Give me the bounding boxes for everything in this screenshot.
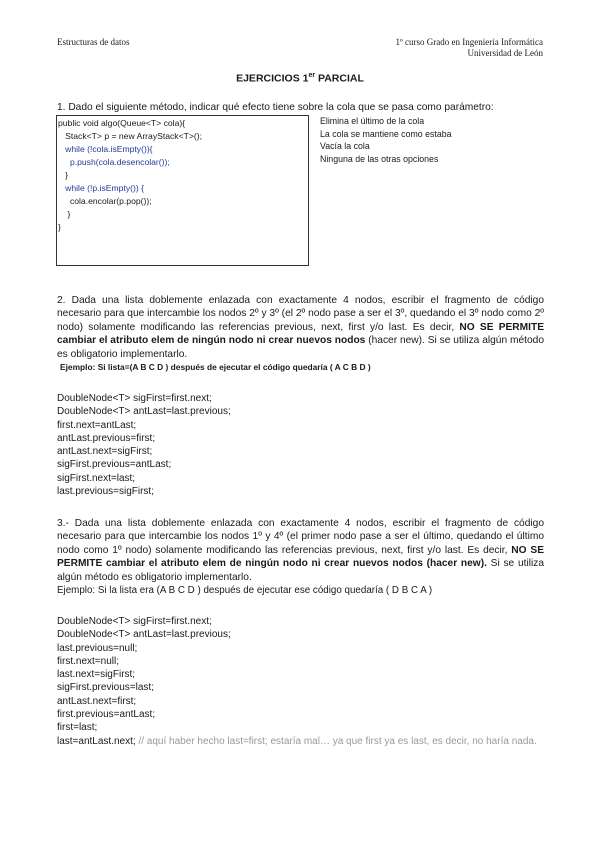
header-institution: [396, 37, 543, 59]
option-item: La cola se mantiene como estaba: [320, 128, 452, 139]
question-3-answer-code: [57, 615, 544, 748]
option-item: Elimina el último de la cola: [320, 116, 425, 126]
question-2-answer-code: [57, 392, 231, 498]
code-line: DoubleNode<T> sigFirst=first.next;: [57, 616, 212, 627]
question-2: [57, 294, 544, 374]
question-1-text: 1. Dado el siguiente método, indicar qué efecto tiene sobre la cola que se pasa como parámetro:: [57, 102, 494, 113]
code-line: }: [58, 170, 69, 180]
question-1-options: [320, 115, 452, 165]
code-line: antLast.next=first;: [57, 695, 137, 707]
header-degree: 1º curso Grado en Ingeniería Informática: [395, 37, 543, 47]
code-line: public void algo(Queue<T> cola){: [58, 118, 186, 128]
title-main: EJERCICIOS 1: [236, 72, 309, 85]
code-line: sigFirst.next=last;: [57, 472, 136, 484]
code-line: sigFirst.previous=last;: [57, 682, 154, 694]
code-line: p.push(cola.desencolar());: [58, 157, 170, 167]
code-comment: // aquí haber hecho last=first; estaría mal… ya que first ya es last, es decir, no haría nada.: [138, 735, 537, 747]
code-line: DoubleNode<T> sigFirst=first.next;: [57, 393, 212, 404]
question-3-after: Si se utiliza algún método es obligatorio implementarlo.: [57, 558, 544, 583]
code-line: last.previous=sigFirst;: [57, 486, 154, 498]
question-3-intro: 3.- Dada una lista doblemente enlazada con exactamente 4 nodos, escribir el fragmento de código necesario para que intercambie los nodos 1º y 4º (el primer nodo pase a ser el último, quedando el último nodo como 1º nodo) solamente modificando las referencias previous, next, first y/o last. Es decir,: [57, 518, 544, 556]
code-line-with-comment: [57, 735, 544, 748]
code-line: sigFirst.previous=antLast;: [57, 459, 172, 471]
code-line: last.previous=null;: [57, 642, 138, 654]
code-line: last=antLast.next;: [57, 735, 136, 747]
code-line: }: [58, 222, 61, 232]
title-sup: er: [308, 72, 316, 79]
code-line: }: [58, 209, 71, 219]
question-1-code-box: [56, 115, 309, 266]
header-course: Estructuras de datos: [57, 37, 130, 47]
title-rest: PARCIAL: [315, 72, 364, 85]
question-3-example: Ejemplo: Si la lista era (A B C D ) después de ejecutar ese código quedaría ( D B C A ): [57, 585, 433, 597]
code-line: antLast.next=sigFirst;: [57, 446, 153, 458]
question-2-intro: 2. Dada una lista doblemente enlazada con exactamente 4 nodos, escribir el fragmento de código necesario para que intercambie los nodos 2º y 3º (el 2º nodo pase a ser el 3º, quedando el 3º nodo como 2º nodo) solamente modificando las referencias previous, next, first y/o last. Es decir,: [57, 295, 544, 333]
code-line: cola.encolar(p.pop());: [58, 196, 152, 206]
code-line: Stack<T> p = new ArrayStack<T>();: [58, 131, 203, 141]
code-line: first.next=antLast;: [57, 419, 137, 431]
code-line: DoubleNode<T> antLast=last.previous;: [57, 629, 231, 641]
code-line: first.previous=antLast;: [57, 709, 156, 721]
code-line: last.next=sigFirst;: [57, 669, 136, 681]
question-3-warning: NO SE PERMITE cambiar el atributo elem de ningún nodo ni crear nuevos nodos (hacer new).: [57, 544, 545, 570]
code-line: antLast.previous=first;: [57, 432, 156, 444]
option-item: Vacía la cola: [320, 141, 370, 151]
header-university: Universidad de León: [467, 48, 543, 58]
option-item: Ninguna de las otras opciones: [320, 153, 439, 164]
question-3: [57, 517, 544, 597]
page-title: [0, 72, 600, 85]
question-2-after: (hacer new). Si se utiliza algún método es obligatorio implementarlo.: [57, 335, 544, 360]
code-line: first=last;: [57, 722, 98, 734]
question-2-example: Ejemplo: Si lista=(A B C D ) después de ejecutar el código quedaría ( A C B D ): [60, 362, 371, 373]
code-line: while (!p.isEmpty()) {: [58, 183, 144, 193]
question-2-warning: NO SE PERMITE cambiar el atributo elem de ningún nodo ni crear nuevos nodos: [57, 321, 544, 347]
code-line: while (!cola.isEmpty()){: [58, 144, 153, 154]
code-line: DoubleNode<T> antLast=last.previous;: [57, 406, 231, 418]
code-line: first.next=null;: [57, 655, 119, 667]
